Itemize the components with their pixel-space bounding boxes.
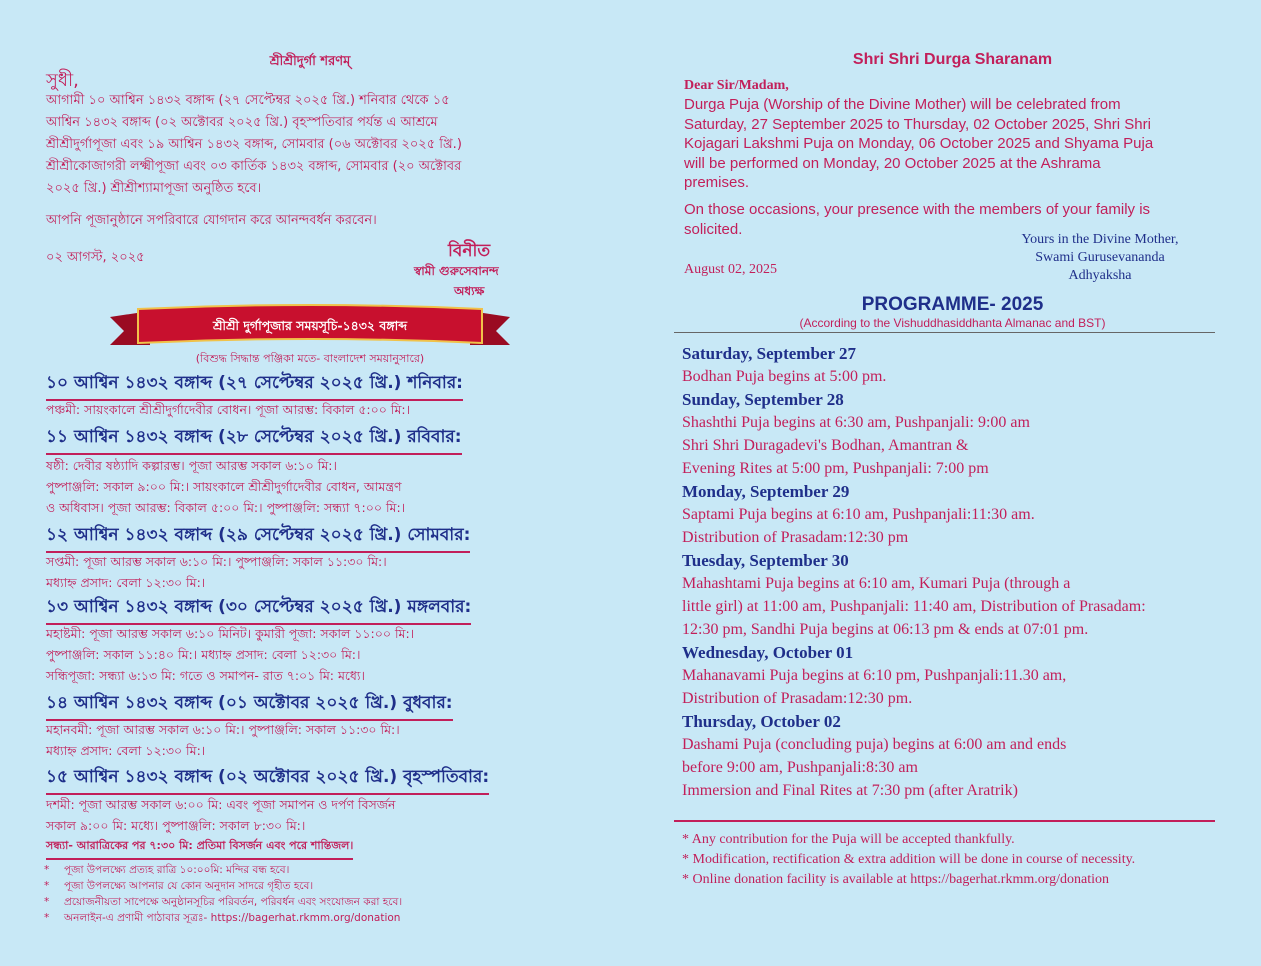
intro-line: আশ্বিন ১৪৩২ বঙ্গাব্দ (০২ অক্টোবর ২০২৫ খ্রি.) বৃহস্পতিবার পর্যন্ত এ আশ্রমে bbox=[46, 115, 438, 130]
event-line-bn: সপ্তমী: পূজা আরম্ভ সকাল ৬:১০ মি:। পুষ্পাঞ্জলি: সকাল ১১:৩০ মি:। bbox=[46, 554, 387, 569]
event-line-bn: মহানবমী: পূজা আরম্ভ সকাল ৬:১০ মি:। পুষ্পাঞ্জলি: সকাল ১১:৩০ মি:। bbox=[46, 722, 400, 737]
event-line-bn: পঞ্চমী: সায়ংকালে শ্রীশ্রীদুর্গাদেবীর বোধন। পূজা আরম্ভ: বিকাল ৫:০০ মি:। bbox=[46, 402, 411, 417]
event-line-en: before 9:00 am, Pushpanjali:8:30 am bbox=[682, 759, 918, 776]
invocation-en: Shri Shri Durga Sharanam bbox=[852, 51, 1053, 68]
event-line-bn: ও অধিবাস। পূজা আরম্ভ: বিকাল ৫:০০ মি:। পুষ্পাঞ্জলি: সন্ধ্যা ৭:০০ মি:। bbox=[46, 500, 406, 515]
note-line-en: * Modification, rectification & extra addition will be done in course of necessity. bbox=[682, 852, 1136, 867]
event-line-bn: মহাষ্টমী: পূজা আরম্ভ সকাল ৬:১০ মিনিট। কুমারী পূজা: সকাল ১১:০০ মি:। bbox=[46, 626, 415, 641]
salutation-en: Dear Sir/Madam, bbox=[684, 78, 789, 93]
intro-line: will be performed on Monday, 20 October 2025 at the Ashrama bbox=[684, 154, 1101, 172]
day-heading-bn: ১৩ আশ্বিন ১৪৩২ বঙ্গাব্দ (৩০ সেপ্টেম্বর ২০২৫ খ্রি.) মঙ্গলবার: bbox=[46, 594, 471, 625]
day-heading-bn: ১২ আশ্বিন ১৪৩২ বঙ্গাব্দ (২৯ সেপ্টেম্বর ২০২৫ খ্রি.) সোমবার: bbox=[46, 522, 470, 553]
event-line-en: Shashthi Puja begins at 6:30 am, Pushpanjali: 9:00 am bbox=[682, 414, 1030, 431]
english-column bbox=[640, 0, 1261, 966]
asterisk-icon: * bbox=[44, 864, 50, 876]
event-line-en: Bodhan Puja begins at 5:00 pm. bbox=[682, 368, 887, 385]
programme-list bbox=[682, 342, 1146, 802]
sign-line: Adhyaksha bbox=[1068, 268, 1132, 283]
day-heading-en: Wednesday, October 01 bbox=[682, 643, 854, 662]
intro-line: Durga Puja (Worship of the Divine Mother) will be celebrated from bbox=[684, 96, 1121, 113]
programme-title: PROGRAMME- 2025 bbox=[861, 294, 1044, 315]
asterisk-icon: * bbox=[44, 912, 50, 924]
notes-bn bbox=[44, 862, 402, 926]
intro-line: শ্রীশ্রীকোজাগরী লক্ষ্মীপূজা এবং ০৩ কার্তিক ১৪৩২ বঙ্গাব্দ, সোমবার (২০ অক্টোবর bbox=[46, 159, 462, 174]
sign-line: Yours in the Divine Mother, bbox=[1021, 232, 1179, 247]
intro-bn bbox=[46, 90, 571, 200]
signature-en bbox=[980, 231, 1220, 285]
intro-line: আগামী ১০ আশ্বিন ১৪৩২ বঙ্গাব্দ (২৭ সেপ্টেম্বর ২০২৫ খ্রি.) শনিবার থেকে ১৫ bbox=[46, 93, 450, 108]
asterisk-icon: * bbox=[44, 896, 50, 908]
event-line-bn: সন্ধিপূজা: সন্ধ্যা ৬:১৩ মি: গতে ও সমাপন- রাত ৭:০১ মি: মধ্যে। bbox=[46, 668, 366, 683]
event-line-en: 12:30 pm, Sandhi Puja begins at 06:13 pm & ends at 07:01 pm. bbox=[682, 621, 1089, 638]
note-line-bn: পূজা উপলক্ষ্যে প্রত্যহ রাত্রি ১০:০০মি: মন্দির বন্ধ হবে। bbox=[64, 864, 290, 876]
intro-line: Saturday, 27 September 2025 to Thursday, 02 October 2025, Shri Shri bbox=[684, 115, 1151, 133]
intro-line: Kojagari Lakshmi Puja on Monday, 06 October 2025 and Shyama Puja bbox=[684, 135, 1154, 152]
event-line-bn: মধ্যাহ্ন প্রসাদ: বেলা ১২:৩০ মি:। bbox=[46, 743, 206, 758]
event-line-en: Shri Shri Duragadevi's Bodhan, Amantran & bbox=[682, 437, 969, 454]
note-line-bn[interactable]: অনলাইন-এ প্রণামী পাঠাবার সূত্রঃ- https://bagerhat.rkmm.org/donation bbox=[64, 912, 401, 924]
day-heading-en: Thursday, October 02 bbox=[682, 712, 841, 731]
event-line-bn: দশমী: পূজা আরম্ভ সকাল ৬:০০ মি: এবং পূজা সমাপন ও দর্পণ বিসর্জন bbox=[46, 797, 396, 812]
sign-humble-bn: বিনীত bbox=[448, 241, 491, 261]
note-line-en[interactable]: * Online donation facility is available at https://bagerhat.rkmm.org/donation bbox=[682, 872, 1110, 887]
day-heading-bn: ১১ আশ্বিন ১৪৩২ বঙ্গাব্দ (২৮ সেপ্টেম্বর ২০২৫ খ্রি.) রবিবার: bbox=[46, 424, 462, 455]
banner-title-bn: শ্রীশ্রী দুর্গাপূজার সময়সূচি-১৪৩২ বঙ্গাব্দ bbox=[212, 318, 408, 333]
programme-subtitle: (According to the Vishuddhasiddhanta Almanac and BST) bbox=[799, 316, 1106, 330]
date-bn: ০২ আগস্ট, ২০২৫ bbox=[46, 250, 145, 265]
event-line-bn: ষষ্ঠী: দেবীর ষষ্ঠ্যাদি কল্পারম্ভ। পূজা আরম্ভ সকাল ৬:১০ মি:। bbox=[46, 458, 337, 473]
sign-name-bn: স্বামী গুরুসেবানন্দ bbox=[414, 264, 499, 278]
invite-line: solicited. bbox=[684, 220, 743, 238]
day-heading-bn: ১০ আশ্বিন ১৪৩২ বঙ্গাব্দ (২৭ সেপ্টেম্বর ২০২৫ খ্রি.) শনিবার: bbox=[46, 370, 463, 401]
note-line-bn: প্রয়োজনীয়তা সাপেক্ষে অনুষ্ঠানসূচির পরিবর্তন, পরিবর্ধন এবং সংযোজন করা হবে। bbox=[64, 896, 403, 908]
asterisk-icon: * bbox=[44, 880, 50, 892]
intro-line: ২০২৫ খ্রি.) শ্রীশ্রীশ্যামাপূজা অনুষ্ঠিত হবে। bbox=[46, 181, 262, 196]
event-line-bn: পুষ্পাঞ্জলি: সকাল ১১:৪০ মি:। মধ্যাহ্ন প্রসাদ: বেলা ১২:৩০ মি:। bbox=[46, 647, 361, 662]
day-heading-en: Sunday, September 28 bbox=[682, 390, 844, 409]
event-line-en: Dashami Puja (concluding puja) begins at 6:00 am and ends bbox=[682, 736, 1067, 753]
event-line-en: Evening Rites at 5:00 pm, Pushpanjali: 7:00 pm bbox=[682, 460, 989, 477]
date-en: August 02, 2025 bbox=[684, 262, 777, 277]
evening-immersion-bn: সন্ধ্যা- আরাত্রিকের পর ৭:৩০ মি: প্রতিমা বিসর্জন এবং পরে শান্তিজল। bbox=[46, 837, 353, 860]
event-line-en: Distribution of Prasadam:12:30 pm bbox=[682, 529, 909, 546]
event-line-en: Distribution of Prasadam:12:30 pm. bbox=[682, 690, 913, 707]
invocation-bn: শ্রীশ্রীদুর্গা শরণম্ bbox=[269, 54, 351, 69]
sign-title-bn: অধ্যক্ষ bbox=[454, 284, 485, 298]
event-line-bn: পুষ্পাঞ্জলি: সকাল ৯:০০ মি:। সায়ংকালে শ্রীশ্রীদুর্গাদেবীর বোধন, আমন্ত্রণ bbox=[46, 479, 402, 494]
day-heading-en: Saturday, September 27 bbox=[682, 344, 856, 363]
day-heading-bn: ১৫ আশ্বিন ১৪৩২ বঙ্গাব্দ (০২ অক্টোবর ২০২৫ খ্রি.) বৃহস্পতিবার: bbox=[46, 764, 489, 795]
event-line-en: Saptami Puja begins at 6:10 am, Pushpanjali:11:30 am. bbox=[682, 506, 1035, 523]
intro-en bbox=[684, 95, 1203, 193]
banner-subtitle-bn: (বিশুদ্ধ সিদ্ধান্ত পঞ্জিকা মতে- বাংলাদেশ সময়ানুসারে) bbox=[195, 352, 425, 365]
event-line-en: little girl) at 11:00 am, Pushpanjali: 11:40 am, Distribution of Prasadam: bbox=[682, 598, 1146, 615]
invite-bn: আপনি পূজানুষ্ঠানে সপরিবারে যোগদান করে আনন্দবর্ধন করবেন। bbox=[46, 213, 377, 228]
sign-line: Swami Gurusevananda bbox=[1035, 250, 1165, 265]
day-heading-bn: ১৪ আশ্বিন ১৪৩২ বঙ্গাব্দ (০১ অক্টোবর ২০২৫ খ্রি.) বুধবার: bbox=[46, 690, 453, 721]
event-line-en: Mahashtami Puja begins at 6:10 am, Kumari Puja (through a bbox=[682, 575, 1071, 592]
divider bbox=[674, 820, 1215, 822]
event-line-en: Mahanavami Puja begins at 6:10 pm, Pushpanjali:11.30 am, bbox=[682, 667, 1067, 684]
note-line-en: * Any contribution for the Puja will be accepted thankfully. bbox=[682, 832, 1015, 847]
event-line-bn: সকাল ৯:০০ মি: মধ্যে। পুষ্পাঞ্জলি: সকাল ৮:৩০ মি:। bbox=[46, 818, 306, 833]
day-heading-en: Monday, September 29 bbox=[682, 482, 850, 501]
invite-line: On those occasions, your presence with the members of your family is bbox=[684, 201, 1151, 218]
salutation-bn: সুধী, bbox=[46, 70, 79, 91]
event-line-en: Immersion and Final Rites at 7:30 pm (after Aratrik) bbox=[682, 782, 1018, 799]
notes-en bbox=[682, 830, 1135, 890]
intro-line: শ্রীশ্রীদুর্গাপূজা এবং ১৯ আশ্বিন ১৪৩২ বঙ্গাব্দ, সোমবার (০৬ অক্টোবর ২০২৫ খ্রি.) bbox=[46, 137, 462, 152]
intro-line: premises. bbox=[684, 174, 750, 191]
note-line-bn: পূজা উপলক্ষ্যে আপনার যে কোন অনুদান সাদরে গৃহীত হবে। bbox=[64, 880, 314, 892]
divider bbox=[674, 332, 1215, 333]
day-heading-en: Tuesday, September 30 bbox=[682, 551, 849, 570]
event-line-bn: মধ্যাহ্ন প্রসাদ: বেলা ১২:৩০ মি:। bbox=[46, 575, 206, 590]
